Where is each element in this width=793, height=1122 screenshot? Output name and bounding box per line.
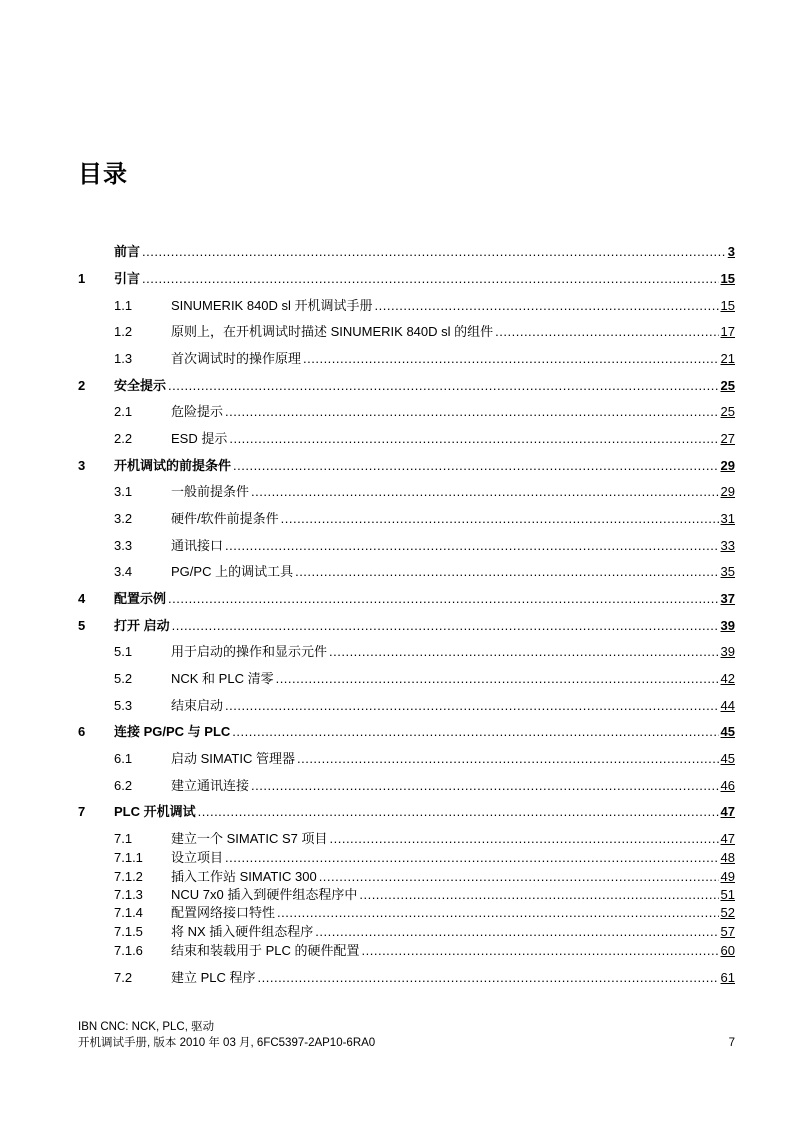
toc-section-entry[interactable] — [0, 430, 793, 448]
toc-entry-title: 前言 — [114, 244, 141, 259]
toc-section-entry[interactable] — [0, 350, 793, 368]
toc-dot-leader — [362, 942, 719, 960]
toc-entry-body — [171, 510, 735, 528]
toc-dot-leader — [225, 849, 719, 867]
toc-chapter-entry[interactable] — [0, 723, 793, 741]
toc-dot-leader — [251, 777, 719, 795]
toc-entry-number: 7.1 — [114, 831, 133, 846]
toc-dot-leader — [295, 563, 718, 581]
toc-entry-title: 连接 PG/PC 与 PLC — [114, 724, 231, 739]
toc-chapter-entry[interactable] — [0, 457, 793, 475]
footer — [78, 1019, 375, 1051]
toc-section-entry[interactable] — [0, 750, 793, 768]
toc-entry-number: 6.2 — [114, 778, 133, 793]
toc-page-link[interactable]: 45 — [720, 724, 735, 739]
toc-page-link[interactable]: 51 — [720, 887, 735, 902]
toc-entry-body — [114, 270, 735, 288]
toc-dot-leader — [225, 403, 719, 421]
toc-entry-number: 7.1.4 — [114, 905, 143, 920]
toc-page-link[interactable]: 29 — [720, 484, 735, 499]
toc-page-link[interactable]: 15 — [720, 271, 735, 286]
toc-page-link[interactable]: 61 — [720, 970, 735, 985]
toc-dot-leader — [281, 510, 719, 528]
toc-entry-body — [171, 643, 735, 661]
toc-section-entry[interactable] — [0, 563, 793, 581]
toc-section-entry[interactable] — [0, 510, 793, 528]
toc-page-link[interactable]: 39 — [720, 644, 735, 659]
toc-entry-number: 6 — [78, 724, 86, 739]
toc-entry-number: 3.3 — [114, 538, 133, 553]
toc-entry-body — [171, 830, 735, 848]
toc-entry-number: 3.4 — [114, 564, 133, 579]
toc-page-link[interactable]: 27 — [720, 431, 735, 446]
toc-section-entry[interactable] — [0, 670, 793, 688]
toc-section-entry[interactable] — [0, 537, 793, 555]
toc-entry-number: 7.1.6 — [114, 943, 143, 958]
toc-entry-title: 结束和装载用于 PLC 的硬件配置 — [171, 943, 360, 958]
toc-section-entry[interactable] — [0, 904, 793, 922]
toc-dot-leader — [319, 868, 719, 886]
toc-entry-title: 引言 — [114, 271, 141, 286]
toc-entry-number: 6.1 — [114, 751, 133, 766]
toc-dot-leader — [359, 886, 718, 904]
toc-section-entry[interactable] — [0, 969, 793, 987]
toc-entry-body — [114, 243, 735, 261]
toc-entry-number: 3.2 — [114, 511, 133, 526]
toc-page-link[interactable]: 49 — [720, 869, 735, 884]
toc-entry-title: 建立 PLC 程序 — [171, 970, 256, 985]
toc-entry-body — [114, 590, 735, 608]
toc-page-link[interactable]: 45 — [720, 751, 735, 766]
toc-entry-body — [171, 942, 735, 960]
toc-entry-number: 2.1 — [114, 404, 133, 419]
toc-entry-number: 7 — [78, 804, 86, 819]
toc-entry-title: 将 NX 插入硬件组态程序 — [171, 924, 314, 939]
toc-page-link[interactable]: 35 — [720, 564, 735, 579]
toc-entry-body — [171, 750, 735, 768]
toc-entry-body — [171, 868, 735, 886]
toc-entry-title: 配置示例 — [114, 591, 167, 606]
footer-page-number: 7 — [728, 1037, 735, 1049]
toc-dot-leader — [297, 750, 719, 768]
toc-entry-title: SINUMERIK 840D sl 开机调试手册 — [171, 298, 373, 313]
toc-section-entry[interactable] — [0, 643, 793, 661]
toc-entry-title: 硬件/软件前提条件 — [171, 511, 279, 526]
toc-section-entry[interactable] — [0, 830, 793, 848]
toc-section-entry[interactable] — [0, 849, 793, 867]
toc-dot-leader — [142, 270, 719, 288]
toc-entry-body — [171, 777, 735, 795]
toc-entry-title: 开机调试的前提条件 — [114, 458, 232, 473]
toc-page-link[interactable]: 17 — [720, 324, 735, 339]
toc-entry-number: 1.1 — [114, 298, 133, 313]
toc-page-link[interactable]: 33 — [720, 538, 735, 553]
toc-dot-leader — [198, 803, 719, 821]
toc-dot-leader — [330, 830, 719, 848]
toc-entry-body — [171, 904, 735, 922]
toc-entry-title: NCK 和 PLC 清零 — [171, 671, 274, 686]
toc-entry-title: 建立一个 SIMATIC S7 项目 — [171, 831, 328, 846]
toc-dot-leader — [303, 350, 719, 368]
toc-entry-body — [171, 323, 735, 341]
toc-entry-number: 2 — [78, 378, 86, 393]
toc-entry-body — [171, 670, 735, 688]
footer-document-title: IBN CNC: NCK, PLC, 驱动 — [78, 1021, 215, 1033]
toc-page-link[interactable]: 47 — [720, 831, 735, 846]
toc-page-link[interactable]: 39 — [720, 618, 735, 633]
toc-page-link[interactable]: 25 — [720, 404, 735, 419]
toc-entry-title: 原则上，在开机调试时描述 SINUMERIK 840D sl 的组件 — [171, 324, 494, 339]
toc-entry-number: 7.2 — [114, 970, 133, 985]
toc-dot-leader — [495, 323, 718, 341]
toc-entry-title: 建立通讯连接 — [171, 778, 250, 793]
toc-entry-body — [171, 969, 735, 987]
toc-entry-body — [171, 849, 735, 867]
toc-entry-body — [171, 537, 735, 555]
toc-page-link[interactable]: 25 — [720, 378, 735, 393]
toc-entry-body — [114, 457, 735, 475]
toc-dot-leader — [251, 483, 719, 501]
toc-dot-leader — [329, 643, 719, 661]
toc-page-link[interactable]: 15 — [720, 298, 735, 313]
toc-entry-number: 5.3 — [114, 698, 133, 713]
toc-section-entry[interactable] — [0, 923, 793, 941]
toc-dot-leader — [258, 969, 719, 987]
toc-entry-number: 7.1.5 — [114, 924, 143, 939]
toc-entry-body — [171, 886, 735, 904]
toc-section-entry[interactable] — [0, 297, 793, 315]
toc-dot-leader — [233, 457, 719, 475]
toc-entry-number: 1.2 — [114, 324, 133, 339]
toc-section-entry[interactable] — [0, 697, 793, 715]
toc-entry-number: 5.1 — [114, 644, 133, 659]
toc-section-entry[interactable] — [0, 323, 793, 341]
toc-entry-body — [114, 377, 735, 395]
toc-entry-number: 2.2 — [114, 431, 133, 446]
toc-entry-number: 7.1.2 — [114, 869, 143, 884]
toc-entry-number: 4 — [78, 591, 86, 606]
toc-chapter-entry[interactable] — [0, 617, 793, 635]
toc-section-entry[interactable] — [0, 483, 793, 501]
toc-entry-title: NCU 7x0 插入到硬件组态程序中 — [171, 887, 358, 902]
toc-entry-number: 7.1.3 — [114, 887, 143, 902]
toc-entry-body — [171, 483, 735, 501]
toc-page-link[interactable]: 44 — [720, 698, 735, 713]
toc-chapter-entry[interactable] — [0, 803, 793, 821]
toc-entry-title: PG/PC 上的调试工具 — [171, 564, 294, 579]
toc-entry-body — [114, 617, 735, 635]
toc-chapter-entry[interactable] — [0, 270, 793, 288]
toc-section-entry[interactable] — [0, 886, 793, 904]
toc-entry-body — [171, 430, 735, 448]
toc-entry-title: 打开 启动 — [114, 618, 170, 633]
toc-dot-leader — [168, 590, 719, 608]
toc-dot-leader — [277, 904, 719, 922]
toc-dot-leader — [168, 377, 719, 395]
toc-entry-body — [171, 697, 735, 715]
toc-page-link[interactable]: 60 — [720, 943, 735, 958]
page-title: 目录 — [78, 160, 128, 188]
toc-entry-title: 危险提示 — [171, 404, 224, 419]
toc-chapter-entry[interactable] — [0, 377, 793, 395]
toc-entry-number: 5.2 — [114, 671, 133, 686]
toc-entry-body — [171, 403, 735, 421]
toc-entry-body — [171, 923, 735, 941]
toc-dot-leader — [276, 670, 719, 688]
toc-page-link[interactable]: 57 — [720, 924, 735, 939]
toc-entry-title: ESD 提示 — [171, 431, 228, 446]
toc-chapter-entry[interactable] — [0, 590, 793, 608]
toc-dot-leader — [225, 697, 719, 715]
toc-section-entry[interactable] — [0, 777, 793, 795]
toc-page-link[interactable]: 42 — [720, 671, 735, 686]
toc-dot-leader — [172, 617, 719, 635]
toc-entry-title: 通讯接口 — [171, 538, 224, 553]
toc-entry-title: 首次调试时的操作原理 — [171, 351, 302, 366]
toc-page-link[interactable]: 37 — [720, 591, 735, 606]
toc-section-entry[interactable] — [0, 403, 793, 421]
toc-entry-title: 安全提示 — [114, 378, 167, 393]
toc-entry-title: 设立项目 — [171, 850, 224, 865]
toc-page-link[interactable]: 31 — [720, 511, 735, 526]
toc-entry-title: 启动 SIMATIC 管理器 — [171, 751, 295, 766]
toc-entry-number: 3.1 — [114, 484, 133, 499]
toc-page-link[interactable]: 48 — [720, 850, 735, 865]
footer-edition: 开机调试手册, 版本 2010 年 03 月, 6FC5397-2AP10-6RA0 — [78, 1037, 376, 1049]
toc-entry-body — [114, 723, 735, 741]
toc-entry-title: 结束启动 — [171, 698, 224, 713]
toc-entry-title: 配置网络接口特性 — [171, 905, 276, 920]
toc-entry-title: 插入工作站 SIMATIC 300 — [171, 869, 317, 884]
toc-dot-leader — [142, 243, 726, 261]
toc-entry-title: 一般前提条件 — [171, 484, 250, 499]
toc-entry-body — [114, 803, 735, 821]
toc-dot-leader — [225, 537, 719, 555]
toc-entry-number: 7.1.1 — [114, 850, 143, 865]
toc-page-link[interactable]: 29 — [720, 458, 735, 473]
toc-entry-number: 5 — [78, 618, 86, 633]
toc-entry-number: 1 — [78, 271, 86, 286]
toc-dot-leader — [375, 297, 719, 315]
toc-section-entry[interactable] — [0, 942, 793, 960]
toc-dot-leader — [232, 723, 718, 741]
toc-section-entry[interactable] — [0, 868, 793, 886]
toc-entry-title: 用于启动的操作和显示元件 — [171, 644, 328, 659]
toc-dot-leader — [229, 430, 718, 448]
toc-entry-body — [171, 563, 735, 581]
toc-page-link[interactable]: 52 — [720, 905, 735, 920]
toc-entry-title: PLC 开机调试 — [114, 804, 196, 819]
toc-entry-number: 3 — [78, 458, 86, 473]
toc-page-link[interactable]: 47 — [720, 804, 735, 819]
toc-page-link[interactable]: 46 — [720, 778, 735, 793]
toc-entry-number: 1.3 — [114, 351, 133, 366]
toc-chapter-entry[interactable] — [0, 243, 793, 261]
toc-entry-body — [171, 297, 735, 315]
toc-dot-leader — [315, 923, 718, 941]
toc-page-link[interactable]: 21 — [720, 351, 735, 366]
toc-page-link[interactable]: 3 — [727, 244, 735, 259]
toc-entry-body — [171, 350, 735, 368]
